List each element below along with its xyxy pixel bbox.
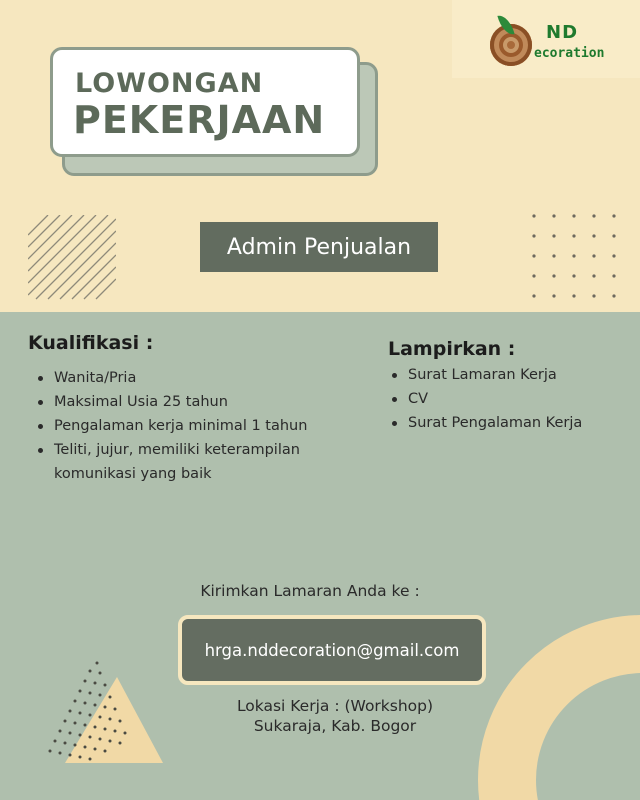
- list-item: Pengalaman kerja minimal 1 tahun: [34, 414, 354, 438]
- list-item: Surat Lamaran Kerja: [388, 363, 628, 387]
- job-position-badge: Admin Penjualan: [200, 222, 438, 272]
- list-item: Teliti, jujur, memiliki keterampilan komunikasi yang baik: [34, 438, 354, 486]
- email-address[interactable]: hrga.nddecoration@gmail.com: [178, 615, 486, 685]
- title-line-2: PEKERJAAN: [73, 98, 326, 142]
- attachments-list: [388, 363, 628, 435]
- dot-grid-decoration: [528, 210, 618, 302]
- work-location: [190, 696, 480, 736]
- qualifications-heading: Kualifikasi :: [28, 332, 154, 354]
- list-item: Wanita/Pria: [34, 366, 354, 390]
- title-line-1: LOWONGAN: [75, 68, 264, 99]
- dotted-triangle-decoration: [45, 655, 170, 765]
- location-line-2: Sukaraja, Kab. Bogor: [253, 717, 417, 735]
- logo-text-decoration: ecoration: [534, 46, 605, 61]
- qualifications-list: [34, 366, 354, 486]
- list-item: Surat Pengalaman Kerja: [388, 411, 628, 435]
- title-card: [50, 47, 360, 157]
- list-item: CV: [388, 387, 628, 411]
- diagonal-stripes-decoration: [28, 215, 116, 303]
- arc-decoration: [478, 615, 640, 800]
- company-logo: [490, 20, 620, 70]
- location-line-1: Lokasi Kerja : (Workshop): [236, 697, 434, 715]
- logo-text-nd: ND: [546, 22, 579, 43]
- list-item: Maksimal Usia 25 tahun: [34, 390, 354, 414]
- send-application-label: Kirimkan Lamaran Anda ke :: [200, 582, 420, 600]
- attachments-heading: Lampirkan :: [388, 338, 516, 360]
